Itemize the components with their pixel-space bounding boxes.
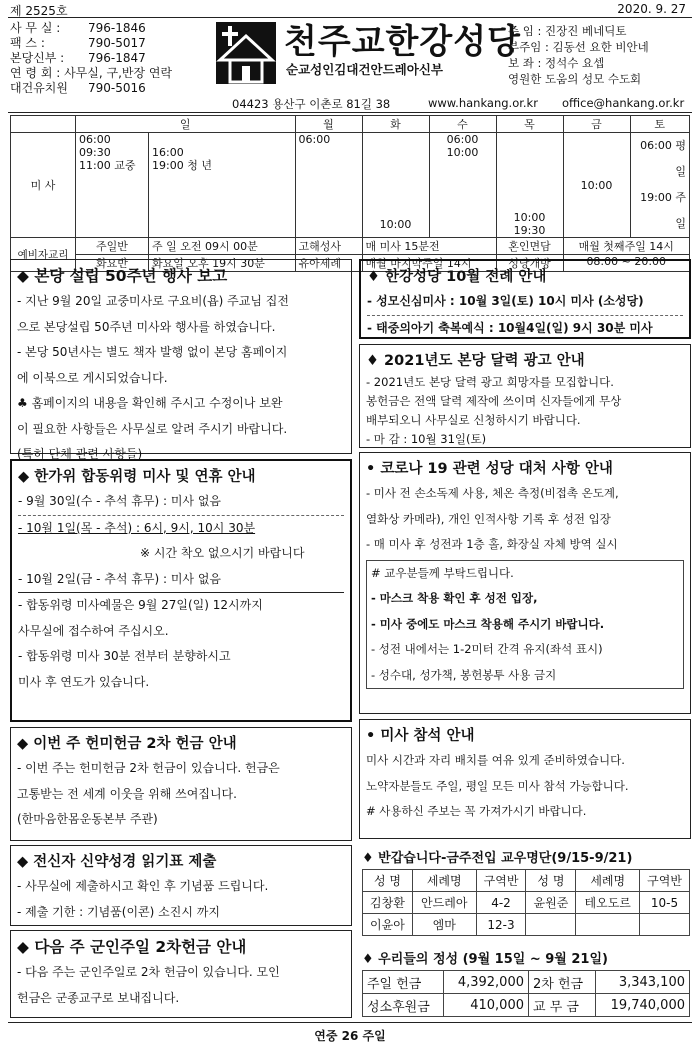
website-link[interactable]: www.hankang.or.kr [428,96,538,110]
day-header: 월 [295,116,362,133]
day-header: 목 [496,116,563,133]
notice-line: # 사용하신 주보는 꼭 가져가시기 바랍니다. [366,804,587,818]
divider [8,112,692,113]
notice-line: - 성모신심미사 : 10월 3일(토) 10시 미사 (소성당) [367,289,683,316]
newcomers-section [362,847,692,936]
table-row: 주일 헌금 4,392,000 2차 헌금 3,343,100 [363,971,690,994]
notice-line: - 마스크 착용 확인 후 성전 입장, [371,591,538,605]
notice-line: ※ 시간 착오 없으시기 바랍니다 [140,546,305,560]
table-header: 세례명 [412,870,476,892]
notice-line: - 본당 50년사는 별도 책자 발행 없이 본당 홈페이지 [17,345,288,359]
contact-fax: 팩 스 : 790-5017 [10,36,146,50]
service-time: 08:00 ~ 20:00 [563,255,690,272]
newcomers-table [362,869,690,936]
table-header: 구역반 [640,870,690,892]
notice-title: ◆ 한가위 합동위령 미사 및 연휴 안내 [18,469,256,485]
notice-line: 미사 후 연도가 있습니다. [18,674,150,689]
liturgy-notice [359,259,691,339]
notice-line: - 10월 2일(금 - 추석 휴무) : 미사 없음 [18,567,344,594]
notice-line: - 다음 주는 군인주일로 2차 헌금이 있습니다. 모인 [17,965,280,979]
class-time: 주 일 오전 09시 00분 [149,238,296,255]
service-time: 매월 첫째주일 14시 [563,238,690,255]
sunday-mass-times: 06:00 09:30 11:00 교중 [76,133,149,238]
staff-list [508,23,649,87]
day-header: 일 [76,116,296,133]
thursday-mass-times: 10:00 19:30 [496,133,563,238]
notice-line: - 성전 내에서는 1-2미터 간격 유지(좌석 표시) [371,642,603,656]
notice-line: - 2021년도 본당 달력 광고 희망자를 모집합니다. [366,375,614,389]
schedule-corner [11,116,76,133]
request-sub-box [366,560,684,690]
notice-line: - 태중의아기 축복예식 : 10월4일(일) 9시 30분 미사 [367,320,653,335]
class-name: 화요반 [76,255,149,272]
contact-office: 사 무 실 : 796-1846 [10,21,146,35]
military-sunday-notice [10,930,352,1018]
covid-notice [359,452,691,714]
notice-line: - 미사 전 손소독제 사용, 체온 측정(비접촉 온도계, [366,486,619,500]
church-logo-icon [216,22,276,84]
notice-line: (한마음한몸운동본부 주관) [17,812,158,826]
class-time: 화요일 오후 19시 30분 [149,255,296,272]
table-row: 이윤아 엠마 12-3 [363,914,690,936]
address: 04423 용산구 이촌로 81길 38 [232,97,391,111]
anniversary-notice [10,259,352,461]
notice-title: ♦ 우리들의 정성 (9월 15일 ~ 9월 21일) [362,952,608,967]
notice-line: - 사무실에 제출하시고 확인 후 기념품 드립니다. [17,879,269,893]
notice-line: (특히 단체 관련 사항들) [17,447,143,461]
issue-date: 2020. 9. 27 [617,2,686,16]
day-header: 토 [630,116,690,133]
bible-reading-notice [10,845,352,926]
contact-kindergarten: 대건유치원 790-5016 [10,81,146,95]
notice-line: ♣ 홈페이지의 내용을 확인해 주시고 수정이나 보완 [17,396,283,410]
notice-line: # 교우분들께 부탁드립니다. [371,565,514,580]
day-header: 금 [563,116,630,133]
table-header: 구역반 [476,870,526,892]
day-header: 수 [429,116,496,133]
email-link[interactable]: office@hankang.or.kr [562,96,685,110]
monday-mass-times: 06:00 [295,133,362,238]
mass-attendance-notice [359,719,691,839]
notice-line: - 합동위령 미사 30분 전부터 분향하시고 [18,649,231,663]
notice-line: - 지난 9월 20일 교중미사로 구요비(욥) 주교님 집전 [17,294,289,308]
notice-line: - 미사 중에도 마스크 착용해 주시기 바랍니다. [371,616,605,631]
contact-list [10,21,172,96]
table-row: 성소후원금 410,000 교 무 금 19,740,000 [363,994,690,1017]
service-name: 혼인면담 [496,238,563,255]
staff-pastor: 주 임 : 진장진 베네딕토 [508,24,627,38]
contact-pastor: 본당신부 : 796-1847 [10,51,146,65]
notice-title: ♦ 반갑습니다-금주전입 교우명단(9/15-9/21) [362,851,633,866]
notice-line: - 이번 주는 헌미헌금 2차 헌금이 있습니다. 헌금은 [17,761,280,775]
table-header: 성 명 [363,870,413,892]
notice-line: 이 필요한 사항들은 사무실로 알려 주시기 바랍니다. [17,421,288,436]
parish-name: 천주교한강성당 [284,22,521,62]
staff-order: 영원한 도움의 성모 수도회 [508,72,642,86]
notice-title: ♦ 2021년도 본당 달력 광고 안내 [366,353,585,369]
service-time: 매 미사 15분전 [362,238,496,255]
notice-line: - 합동위령 미사예물은 9월 27일(일) 12시까지 [18,598,263,612]
wednesday-mass-times: 06:00 10:00 [429,133,496,238]
offering-report-section [362,948,692,1017]
notice-line: - 매 미사 후 성전과 1층 홀, 화장실 자체 방역 실시 [366,537,618,551]
sunday-evening-times: 16:00 19:00 청 년 [149,133,296,238]
chuseok-notice [10,459,352,722]
notice-line: - 성수대, 성가책, 봉헌봉투 사용 금지 [371,667,557,682]
divider [8,1022,692,1023]
table-header: 성 명 [526,870,576,892]
saturday-mass-times: 06:00 평일 19:00 주일 [630,133,690,238]
service-name: 성당개방 [496,255,563,272]
service-name: 유아세례 [295,255,362,272]
notice-line: 에 이북으로 게시되었습니다. [17,370,168,385]
notice-line: - 제출 기한 : 기념품(이콘) 소진시 까지 [17,904,220,919]
day-header: 화 [362,116,429,133]
friday-mass-times: 10:00 [563,133,630,238]
calendar-ad-notice [359,344,691,448]
notice-line: 배부되오니 사무실로 신청하시기 바랍니다. [366,413,581,427]
service-time: 매월 마지막주일 14시 [362,255,496,272]
notice-line: - 10월 1일(목 - 추석) : 6시, 9시, 10시 30분 [18,520,256,535]
notice-line: 으로 본당설립 50주년 미사와 행사를 하였습니다. [17,319,276,334]
notice-title: ◆ 다음 주 군인주일 2차헌금 안내 [17,938,247,956]
table-header: 세례명 [576,870,640,892]
notice-line: - 마 감 : 10월 31일(토) [366,432,487,446]
notice-title: ♦ 한강성당 10월 전례 안내 [367,269,547,285]
mass-schedule-table [10,115,690,272]
tuesday-mass-times: 10:00 [362,133,429,238]
contact-funeral: 연 령 회 : 사무실, 구,반장 연락 [10,66,173,80]
catechism-label: 예비자교리 [11,238,76,272]
staff-assistant: 부주임 : 김동선 요한 비안네 [508,40,649,54]
offering-table [362,970,690,1017]
notice-title: • 코로나 19 관련 성당 대처 사항 안내 [366,461,613,477]
notice-title: • 미사 참석 안내 [366,728,475,744]
notice-title: ◆ 전신자 신약성경 읽기표 제출 [17,854,217,870]
notice-title: ◆ 본당 설립 50주년 행사 보고 [17,267,228,285]
notice-line: 노약자분들도 주일, 평일 모든 미사 참석 가능합니다. [366,778,629,793]
notice-line: 사무실에 접수하여 주십시오. [18,623,169,638]
mass-label: 미 사 [11,133,76,238]
class-name: 주일반 [76,238,149,255]
staff-deacon: 보 좌 : 정석수 요셉 [508,56,605,70]
notice-line: 봉헌금은 전액 달력 제작에 쓰이며 신자들에게 무상 [366,394,622,408]
footer-liturgical-week: 연중 26 주일 [314,1029,386,1043]
notice-line: - 9월 30일(수 - 추석 휴무) : 미사 없음 [18,489,344,516]
notice-line: 고통받는 전 세계 이웃을 위해 쓰여집니다. [17,786,237,801]
notice-line: 열화상 카메라), 개인 인적사항 기록 후 성전 입장 [366,511,611,526]
service-name: 고해성사 [295,238,362,255]
offering-notice [10,727,352,841]
issue-number: 제 2525호 [10,4,68,18]
notice-line: 헌금은 군종교구로 보내집니다. [17,990,180,1005]
notice-line: 미사 시간과 자리 배치를 여유 있게 준비하였습니다. [366,753,625,767]
patron-saint: 순교성인김대건안드레아신부 [286,62,443,77]
notice-title: ◆ 이번 주 헌미헌금 2차 헌금 안내 [17,736,237,752]
table-row: 김창환 안드레아 4-2 윤원준 테오도르 10-5 [363,892,690,914]
